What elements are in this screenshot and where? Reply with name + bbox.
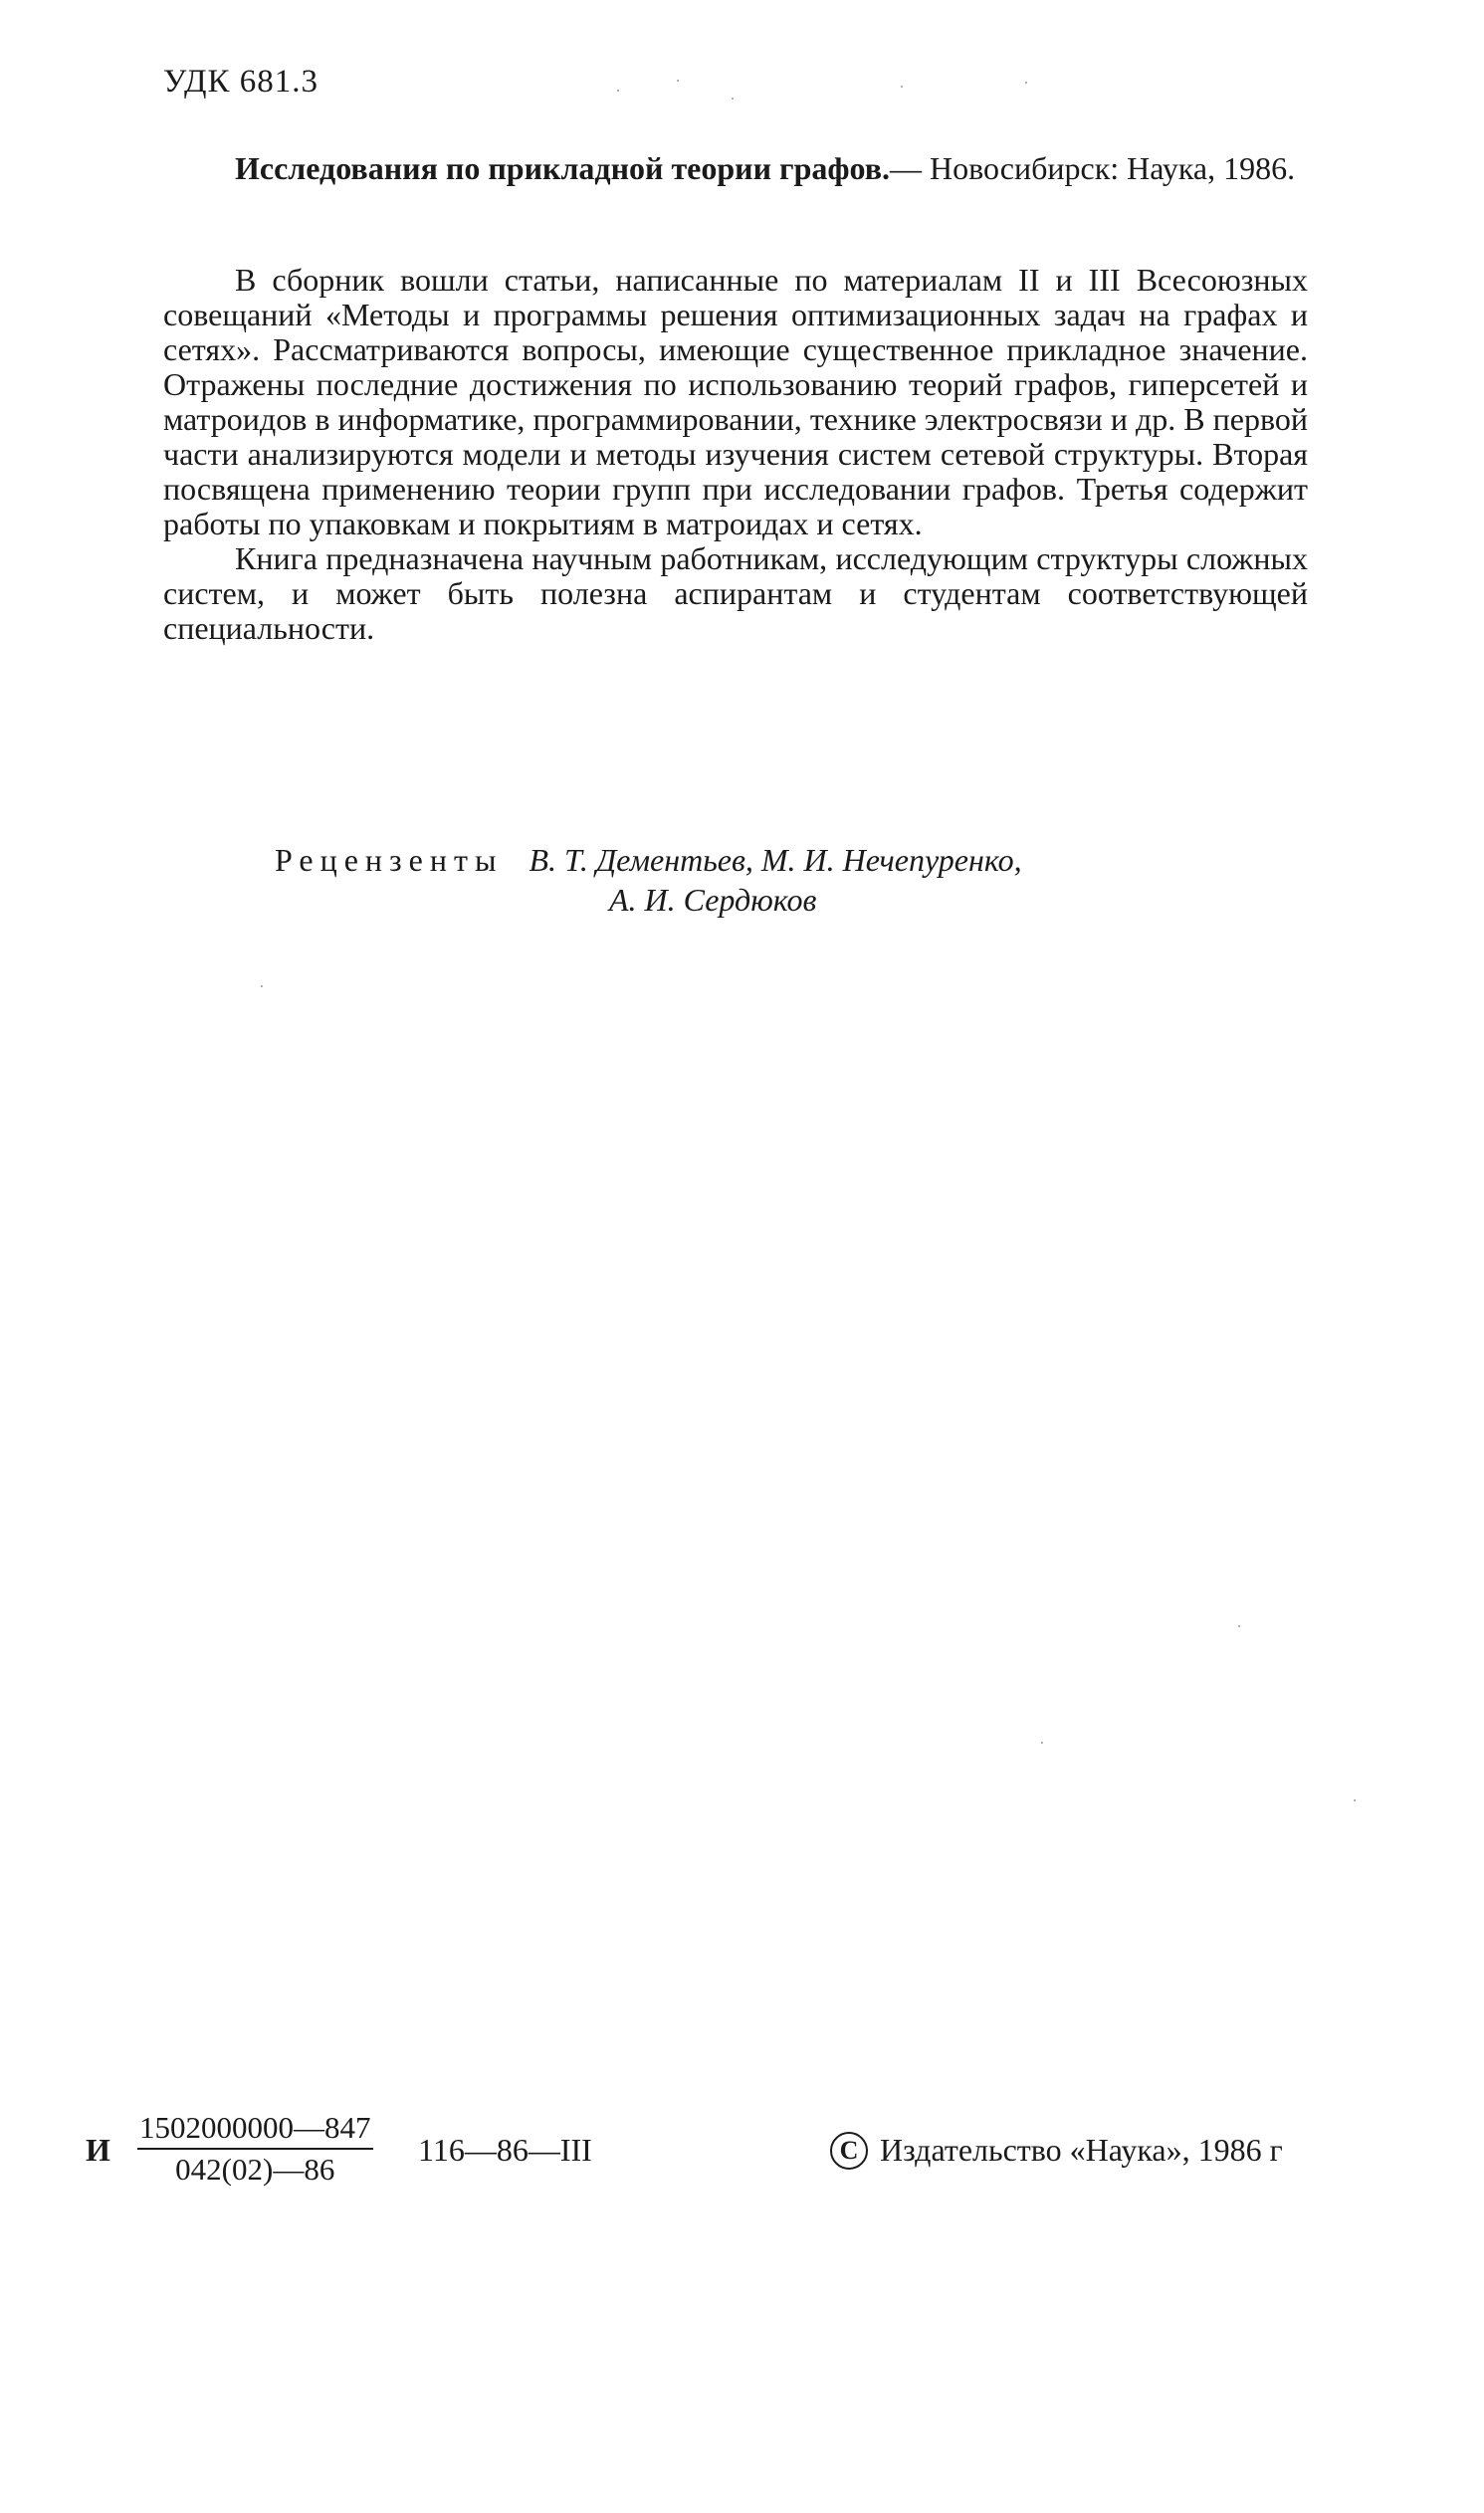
reviewers-names-line-1: В. Т. Дементьев, М. И. Нечепуренко, bbox=[529, 842, 1022, 878]
imprint-code: 116—86—III bbox=[418, 2132, 592, 2168]
scan-speck bbox=[1238, 1625, 1240, 1627]
copyright-text: Издательство «Наука», 1986 г bbox=[880, 2132, 1283, 2168]
reviewers-names-line-2: А. И. Сердюков bbox=[609, 882, 817, 918]
annotation-paragraph-1: В сборник вошли статьи, написанные по материалам II и III Всесоюзных совещаний «Методы и программы решения оптимизационных задач на графах и сетях». Рассматриваются вопросы, имеющие существенное прикладное значение. Отражены последние достижения по использованию теорий графов, гиперсетей и матроидов в информатике, программировании, технике электросвязи и др. В первой части анализируются модели и методы изучения систем сетевой структуры. Вторая посвящена применению теории групп при исследовании графов. Третья содержит работы по упаковкам и покрытиям в матроидах и сетях. bbox=[163, 262, 1308, 541]
bibliographic-entry bbox=[163, 151, 1308, 186]
imprint-numerator: 1502000000—847 bbox=[137, 2110, 373, 2150]
reviewers-label: Рецензенты bbox=[275, 842, 504, 878]
scan-speck bbox=[261, 985, 263, 987]
imprint bbox=[86, 2110, 1399, 2219]
imprint-letter: И bbox=[86, 2132, 110, 2168]
annotation bbox=[163, 263, 1308, 646]
reviewers bbox=[275, 840, 1022, 920]
scan-speck bbox=[732, 98, 734, 100]
book-title: Исследования по прикладной теории графов. bbox=[235, 150, 890, 186]
imprint-denominator: 042(02)—86 bbox=[175, 2152, 335, 2187]
scan-speck bbox=[617, 90, 619, 92]
copyright-icon: C bbox=[830, 2132, 868, 2170]
scan-speck bbox=[1025, 82, 1027, 84]
scan-speck bbox=[677, 80, 679, 82]
scan-speck bbox=[1354, 1799, 1356, 1801]
imprint-fraction bbox=[137, 2110, 373, 2188]
scan-speck bbox=[901, 86, 903, 88]
scan-speck bbox=[1041, 1742, 1043, 1744]
annotation-paragraph-2: Книга предназначена научным работникам, исследующим структуры сложных систем, и может быть полезна аспирантам и студентам соответствующей специальности. bbox=[163, 540, 1308, 646]
udk-code: УДК 681.3 bbox=[163, 64, 319, 100]
copyright-notice bbox=[830, 2132, 1283, 2173]
publication-info: — Новосибирск: Наука, 1986. bbox=[890, 150, 1296, 186]
